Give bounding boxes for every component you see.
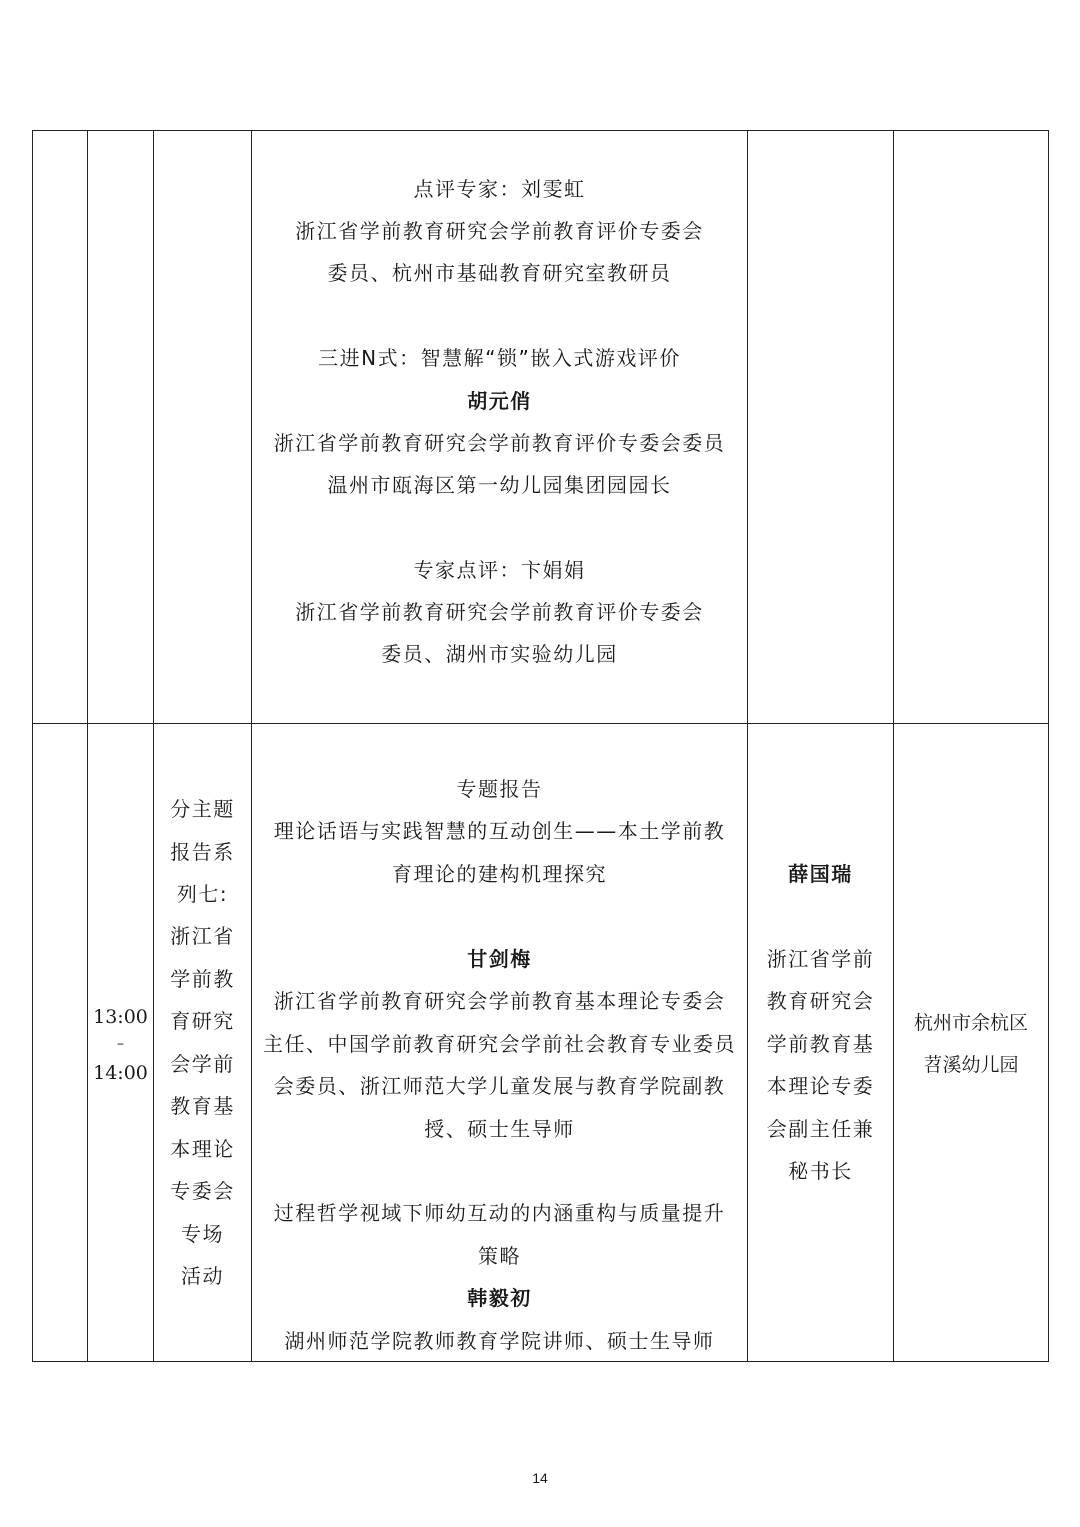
reviewer-heading: 专家点评：卞娟娟 [413, 558, 586, 582]
host-title-line: 学前教育基 [766, 1032, 875, 1056]
theme-line: 活动 [181, 1264, 224, 1288]
theme-line: 报告系 [170, 840, 235, 864]
speaker-affiliation-line: 湖州师范学院教师教育学院讲师、硕士生导师 [284, 1329, 715, 1353]
speaker-affiliation-line: 授、硕士生导师 [424, 1117, 575, 1141]
col-border-7 [1048, 130, 1049, 1362]
row2-content-cell [252, 724, 747, 1361]
time-start: 13:00 [93, 1006, 148, 1028]
page-number: 14 [532, 1470, 548, 1486]
speaker-name: 胡元俏 [467, 389, 532, 413]
row2-venue-cell [894, 724, 1048, 1361]
theme-line: 育研究 [170, 1009, 235, 1033]
speaker-affiliation-line: 浙江省学前教育研究会学前教育基本理论专委会 [273, 989, 726, 1013]
host-title-line: 会副主任兼 [766, 1117, 875, 1141]
col-border-1 [32, 130, 33, 1362]
reviewer-affiliation-line: 浙江省学前教育研究会学前教育评价专委会 [295, 600, 704, 624]
venue-line: 苕溪幼儿园 [923, 1054, 1019, 1076]
speaker-name: 甘剑梅 [467, 947, 532, 971]
theme-line: 专委会 [170, 1179, 235, 1203]
reviewer-affiliation-line: 浙江省学前教育研究会学前教育评价专委会 [295, 219, 704, 243]
time-separator: – [117, 1036, 124, 1052]
host-title-line: 教育研究会 [766, 989, 875, 1013]
reviewer-affiliation-line: 委员、湖州市实验幼儿园 [381, 642, 618, 666]
section-heading: 专题报告 [456, 777, 543, 801]
theme-line: 会学前 [170, 1052, 235, 1076]
table-bottom-border [32, 1361, 1049, 1362]
speaker-affiliation-line: 主任、中国学前教育研究会学前社会教育专业委员 [263, 1032, 736, 1056]
theme-line: 分主题 [170, 797, 235, 821]
host-title-line: 浙江省学前 [766, 947, 875, 971]
row2-theme-cell [154, 724, 251, 1361]
host-title-line: 秘书长 [788, 1159, 853, 1183]
reviewer-heading: 点评专家：刘雯虹 [413, 177, 586, 201]
row2-host-cell [748, 724, 893, 1361]
speaker-affiliation-line: 会委员、浙江师范大学儿童发展与教育学院副教 [273, 1074, 726, 1098]
speaker-affiliation-line: 浙江省学前教育研究会学前教育评价专委会委员 [273, 431, 726, 455]
theme-line: 专场 [181, 1222, 224, 1246]
host-title-line: 本理论专委 [766, 1074, 875, 1098]
speaker-affiliation-line: 温州市瓯海区第一幼儿园集团园园长 [327, 473, 672, 497]
venue-line: 杭州市余杭区 [913, 1012, 1028, 1034]
theme-line: 列七: [176, 882, 229, 906]
theme-line: 浙江省 [170, 924, 235, 948]
row2-time-cell [88, 724, 153, 1361]
talk-title-line: 过程哲学视域下师幼互动的内涵重构与质量提升 [273, 1201, 726, 1225]
time-end: 14:00 [93, 1062, 148, 1084]
theme-line: 本理论 [170, 1137, 235, 1161]
theme-line: 教育基 [170, 1094, 235, 1118]
row1-content-cell [252, 131, 747, 723]
speaker-name: 韩毅初 [467, 1286, 532, 1310]
talk-title-line: 策略 [478, 1244, 521, 1268]
theme-line: 学前教 [170, 967, 235, 991]
talk-title: 三进N式：智慧解“锁”嵌入式游戏评价 [318, 346, 681, 370]
talk-title-line: 育理论的建构机理探究 [392, 862, 607, 886]
host-name: 薛国瑞 [788, 862, 853, 886]
reviewer-affiliation-line: 委员、杭州市基础教育研究室教研员 [327, 261, 672, 285]
talk-title-line: 理论话语与实践智慧的互动创生——本土学前教 [273, 819, 726, 843]
